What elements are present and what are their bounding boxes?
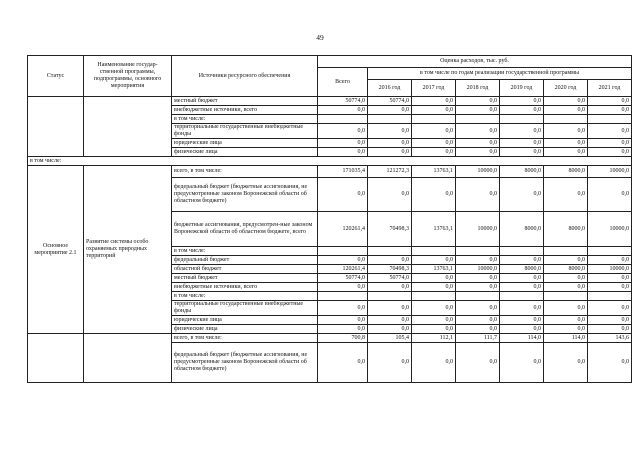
- year-value-cell: 0,0: [588, 343, 632, 383]
- year-value-cell: 0,0: [500, 178, 544, 212]
- year-value-cell: 114,0: [544, 334, 588, 343]
- source-cell: юридические лица: [172, 139, 318, 148]
- year-value-cell: [544, 247, 588, 256]
- year-value-cell: 0,0: [588, 124, 632, 139]
- year-value-cell: 0,0: [456, 97, 500, 106]
- source-cell: в том числе:: [172, 247, 318, 256]
- total-cell: 0,0: [318, 325, 368, 334]
- source-cell: федеральный бюджет (бюджетные ассигнования, не предусмотренные законом Воронежской области об областном бюджете): [172, 178, 318, 212]
- year-value-cell: 0,0: [588, 97, 632, 106]
- program-name-cell: [84, 97, 172, 157]
- total-cell: 171035,4: [318, 166, 368, 178]
- year-value-cell: [456, 247, 500, 256]
- year-value-cell: 0,0: [456, 316, 500, 325]
- header-year-2016: 2016 год: [368, 80, 412, 97]
- year-value-cell: 0,0: [544, 97, 588, 106]
- total-cell: 0,0: [318, 283, 368, 292]
- year-value-cell: 0,0: [544, 148, 588, 157]
- year-value-cell: 111,7: [456, 334, 500, 343]
- source-cell: всего, в том числе:: [172, 166, 318, 178]
- total-cell: [318, 115, 368, 124]
- year-value-cell: 0,0: [456, 256, 500, 265]
- table-header: [28, 56, 632, 97]
- year-value-cell: 8000,0: [544, 212, 588, 247]
- header-name: Наименование государ-ственной программы, подпрограммы, основного мероприятия: [84, 56, 172, 97]
- year-value-cell: 0,0: [588, 139, 632, 148]
- year-value-cell: [412, 292, 456, 301]
- source-cell: федеральный бюджет (бюджетные ассигнования, не предусмотренные законом Воронежской области об областном бюджете): [172, 343, 318, 383]
- year-value-cell: 10000,0: [456, 166, 500, 178]
- in-that-number-label: в том числе:: [28, 157, 632, 166]
- year-value-cell: [544, 115, 588, 124]
- year-value-cell: 0,0: [588, 148, 632, 157]
- year-value-cell: 70498,3: [368, 212, 412, 247]
- year-value-cell: 0,0: [368, 106, 412, 115]
- status-cell: [28, 97, 84, 157]
- year-value-cell: 0,0: [412, 106, 456, 115]
- total-cell: 700,8: [318, 334, 368, 343]
- year-value-cell: 0,0: [456, 343, 500, 383]
- year-value-cell: [588, 115, 632, 124]
- program-name-cell: [84, 334, 172, 383]
- year-value-cell: 0,0: [368, 124, 412, 139]
- year-value-cell: 13763,1: [412, 265, 456, 274]
- year-value-cell: 0,0: [500, 124, 544, 139]
- year-value-cell: 0,0: [544, 316, 588, 325]
- year-value-cell: [500, 247, 544, 256]
- total-cell: 0,0: [318, 106, 368, 115]
- source-cell: всего, в том числе:: [172, 334, 318, 343]
- year-value-cell: 10000,0: [456, 265, 500, 274]
- year-value-cell: 0,0: [456, 148, 500, 157]
- source-cell: физические лица: [172, 325, 318, 334]
- year-value-cell: 8000,0: [544, 166, 588, 178]
- year-value-cell: 0,0: [412, 343, 456, 383]
- year-value-cell: 0,0: [544, 106, 588, 115]
- year-value-cell: 8000,0: [500, 166, 544, 178]
- total-cell: 50774,0: [318, 97, 368, 106]
- year-value-cell: 70498,3: [368, 265, 412, 274]
- total-cell: 50774,0: [318, 274, 368, 283]
- source-cell: территориальные государственные внебюджетные фонды: [172, 124, 318, 139]
- year-value-cell: 0,0: [412, 325, 456, 334]
- year-value-cell: 0,0: [544, 139, 588, 148]
- year-value-cell: 0,0: [368, 139, 412, 148]
- header-total: Всего: [318, 68, 368, 97]
- year-value-cell: 105,4: [368, 334, 412, 343]
- year-value-cell: 0,0: [412, 178, 456, 212]
- year-value-cell: 0,0: [544, 274, 588, 283]
- year-value-cell: 13763,1: [412, 166, 456, 178]
- year-value-cell: 8000,0: [500, 265, 544, 274]
- source-cell: юридические лица: [172, 316, 318, 325]
- source-cell: внебюджетные источники, всего: [172, 106, 318, 115]
- source-cell: бюджетные ассигнования, предусмотрен-ные законом Воронежской области об областном бюджете, всего: [172, 212, 318, 247]
- year-value-cell: 0,0: [588, 178, 632, 212]
- header-year-2018: 2018 год: [456, 80, 500, 97]
- year-value-cell: 0,0: [500, 343, 544, 383]
- status-cell: [28, 334, 84, 383]
- year-value-cell: 0,0: [456, 283, 500, 292]
- year-value-cell: 0,0: [500, 97, 544, 106]
- year-value-cell: 0,0: [588, 283, 632, 292]
- year-value-cell: 0,0: [500, 274, 544, 283]
- source-cell: физические лица: [172, 148, 318, 157]
- year-value-cell: [456, 115, 500, 124]
- year-value-cell: 0,0: [368, 256, 412, 265]
- total-cell: [318, 292, 368, 301]
- year-value-cell: 0,0: [456, 139, 500, 148]
- total-cell: 120261,4: [318, 212, 368, 247]
- header-year-2017: 2017 год: [412, 80, 456, 97]
- year-value-cell: 0,0: [544, 343, 588, 383]
- year-value-cell: 121272,3: [368, 166, 412, 178]
- year-value-cell: 112,1: [412, 334, 456, 343]
- year-value-cell: 0,0: [456, 274, 500, 283]
- year-value-cell: 8000,0: [544, 265, 588, 274]
- total-cell: 120261,4: [318, 265, 368, 274]
- year-value-cell: 0,0: [412, 301, 456, 316]
- year-value-cell: 0,0: [588, 316, 632, 325]
- table-body: [28, 97, 632, 383]
- total-cell: 0,0: [318, 256, 368, 265]
- total-cell: 0,0: [318, 343, 368, 383]
- year-value-cell: 0,0: [500, 256, 544, 265]
- year-value-cell: 0,0: [368, 325, 412, 334]
- total-cell: 0,0: [318, 178, 368, 212]
- year-value-cell: 0,0: [588, 256, 632, 265]
- year-value-cell: [588, 247, 632, 256]
- year-value-cell: [368, 292, 412, 301]
- year-value-cell: 0,0: [412, 97, 456, 106]
- total-cell: 0,0: [318, 301, 368, 316]
- year-value-cell: 0,0: [500, 148, 544, 157]
- year-value-cell: [412, 115, 456, 124]
- year-value-cell: 0,0: [588, 325, 632, 334]
- year-value-cell: 13763,1: [412, 212, 456, 247]
- year-value-cell: 0,0: [456, 301, 500, 316]
- year-value-cell: 0,0: [588, 301, 632, 316]
- year-value-cell: 0,0: [368, 283, 412, 292]
- year-value-cell: 10000,0: [588, 265, 632, 274]
- year-value-cell: [368, 247, 412, 256]
- year-value-cell: 0,0: [412, 316, 456, 325]
- year-value-cell: [368, 115, 412, 124]
- year-value-cell: 0,0: [500, 301, 544, 316]
- year-value-cell: 0,0: [544, 178, 588, 212]
- year-value-cell: 0,0: [412, 274, 456, 283]
- year-value-cell: 0,0: [544, 283, 588, 292]
- year-value-cell: 0,0: [544, 325, 588, 334]
- header-by-years: в том числе по годам реализации государственной программы: [368, 68, 632, 80]
- year-value-cell: [412, 247, 456, 256]
- year-value-cell: 10000,0: [588, 212, 632, 247]
- year-value-cell: 0,0: [500, 139, 544, 148]
- year-value-cell: 0,0: [412, 283, 456, 292]
- year-value-cell: 0,0: [368, 178, 412, 212]
- year-value-cell: 0,0: [368, 343, 412, 383]
- source-cell: местный бюджет: [172, 97, 318, 106]
- total-cell: 0,0: [318, 139, 368, 148]
- table-row: [28, 97, 632, 106]
- table-row: [28, 334, 632, 343]
- total-cell: 0,0: [318, 316, 368, 325]
- table-row: [28, 157, 632, 166]
- year-value-cell: [544, 292, 588, 301]
- year-value-cell: 0,0: [544, 124, 588, 139]
- year-value-cell: 0,0: [500, 325, 544, 334]
- total-cell: 0,0: [318, 124, 368, 139]
- year-value-cell: 0,0: [456, 106, 500, 115]
- year-value-cell: 0,0: [456, 124, 500, 139]
- year-value-cell: 0,0: [368, 148, 412, 157]
- year-value-cell: 0,0: [412, 124, 456, 139]
- header-estimate: Оценка расходов, тыс. руб.: [318, 56, 632, 68]
- year-value-cell: [456, 292, 500, 301]
- header-year-2019: 2019 год: [500, 80, 544, 97]
- budget-table: [27, 55, 632, 383]
- year-value-cell: 0,0: [368, 316, 412, 325]
- year-value-cell: 50774,0: [368, 97, 412, 106]
- year-value-cell: 0,0: [456, 325, 500, 334]
- header-year-2020: 2020 год: [544, 80, 588, 97]
- table-row: [28, 166, 632, 178]
- year-value-cell: 0,0: [412, 256, 456, 265]
- year-value-cell: 50774,0: [368, 274, 412, 283]
- year-value-cell: 8000,0: [500, 212, 544, 247]
- header-year-2021: 2021 год: [588, 80, 632, 97]
- source-cell: в том числе:: [172, 292, 318, 301]
- year-value-cell: 0,0: [544, 256, 588, 265]
- source-cell: внебюджетные источники, всего: [172, 283, 318, 292]
- year-value-cell: 114,0: [500, 334, 544, 343]
- header-status: Статус: [28, 56, 84, 97]
- header-sources: Источники ресурсного обеспечения: [172, 56, 318, 97]
- year-value-cell: 143,6: [588, 334, 632, 343]
- year-value-cell: 0,0: [368, 301, 412, 316]
- year-value-cell: 0,0: [456, 178, 500, 212]
- year-value-cell: 0,0: [412, 148, 456, 157]
- source-cell: областной бюджет: [172, 265, 318, 274]
- total-cell: [318, 247, 368, 256]
- year-value-cell: 0,0: [500, 283, 544, 292]
- program-name-cell: Развитие системы особо охраняемых природных территорий: [84, 166, 172, 334]
- year-value-cell: 0,0: [500, 106, 544, 115]
- year-value-cell: 10000,0: [588, 166, 632, 178]
- page-number: 49: [316, 33, 324, 42]
- year-value-cell: 10000,0: [456, 212, 500, 247]
- year-value-cell: [500, 292, 544, 301]
- source-cell: федеральный бюджет: [172, 256, 318, 265]
- year-value-cell: [500, 115, 544, 124]
- year-value-cell: 0,0: [588, 274, 632, 283]
- total-cell: 0,0: [318, 148, 368, 157]
- year-value-cell: 0,0: [500, 316, 544, 325]
- source-cell: местный бюджет: [172, 274, 318, 283]
- status-cell: Основное мероприятие 2.1: [28, 166, 84, 334]
- year-value-cell: 0,0: [412, 139, 456, 148]
- source-cell: территориальные государственные внебюджетные фонды: [172, 301, 318, 316]
- source-cell: в том числе:: [172, 115, 318, 124]
- year-value-cell: 0,0: [544, 301, 588, 316]
- year-value-cell: 0,0: [588, 106, 632, 115]
- year-value-cell: [588, 292, 632, 301]
